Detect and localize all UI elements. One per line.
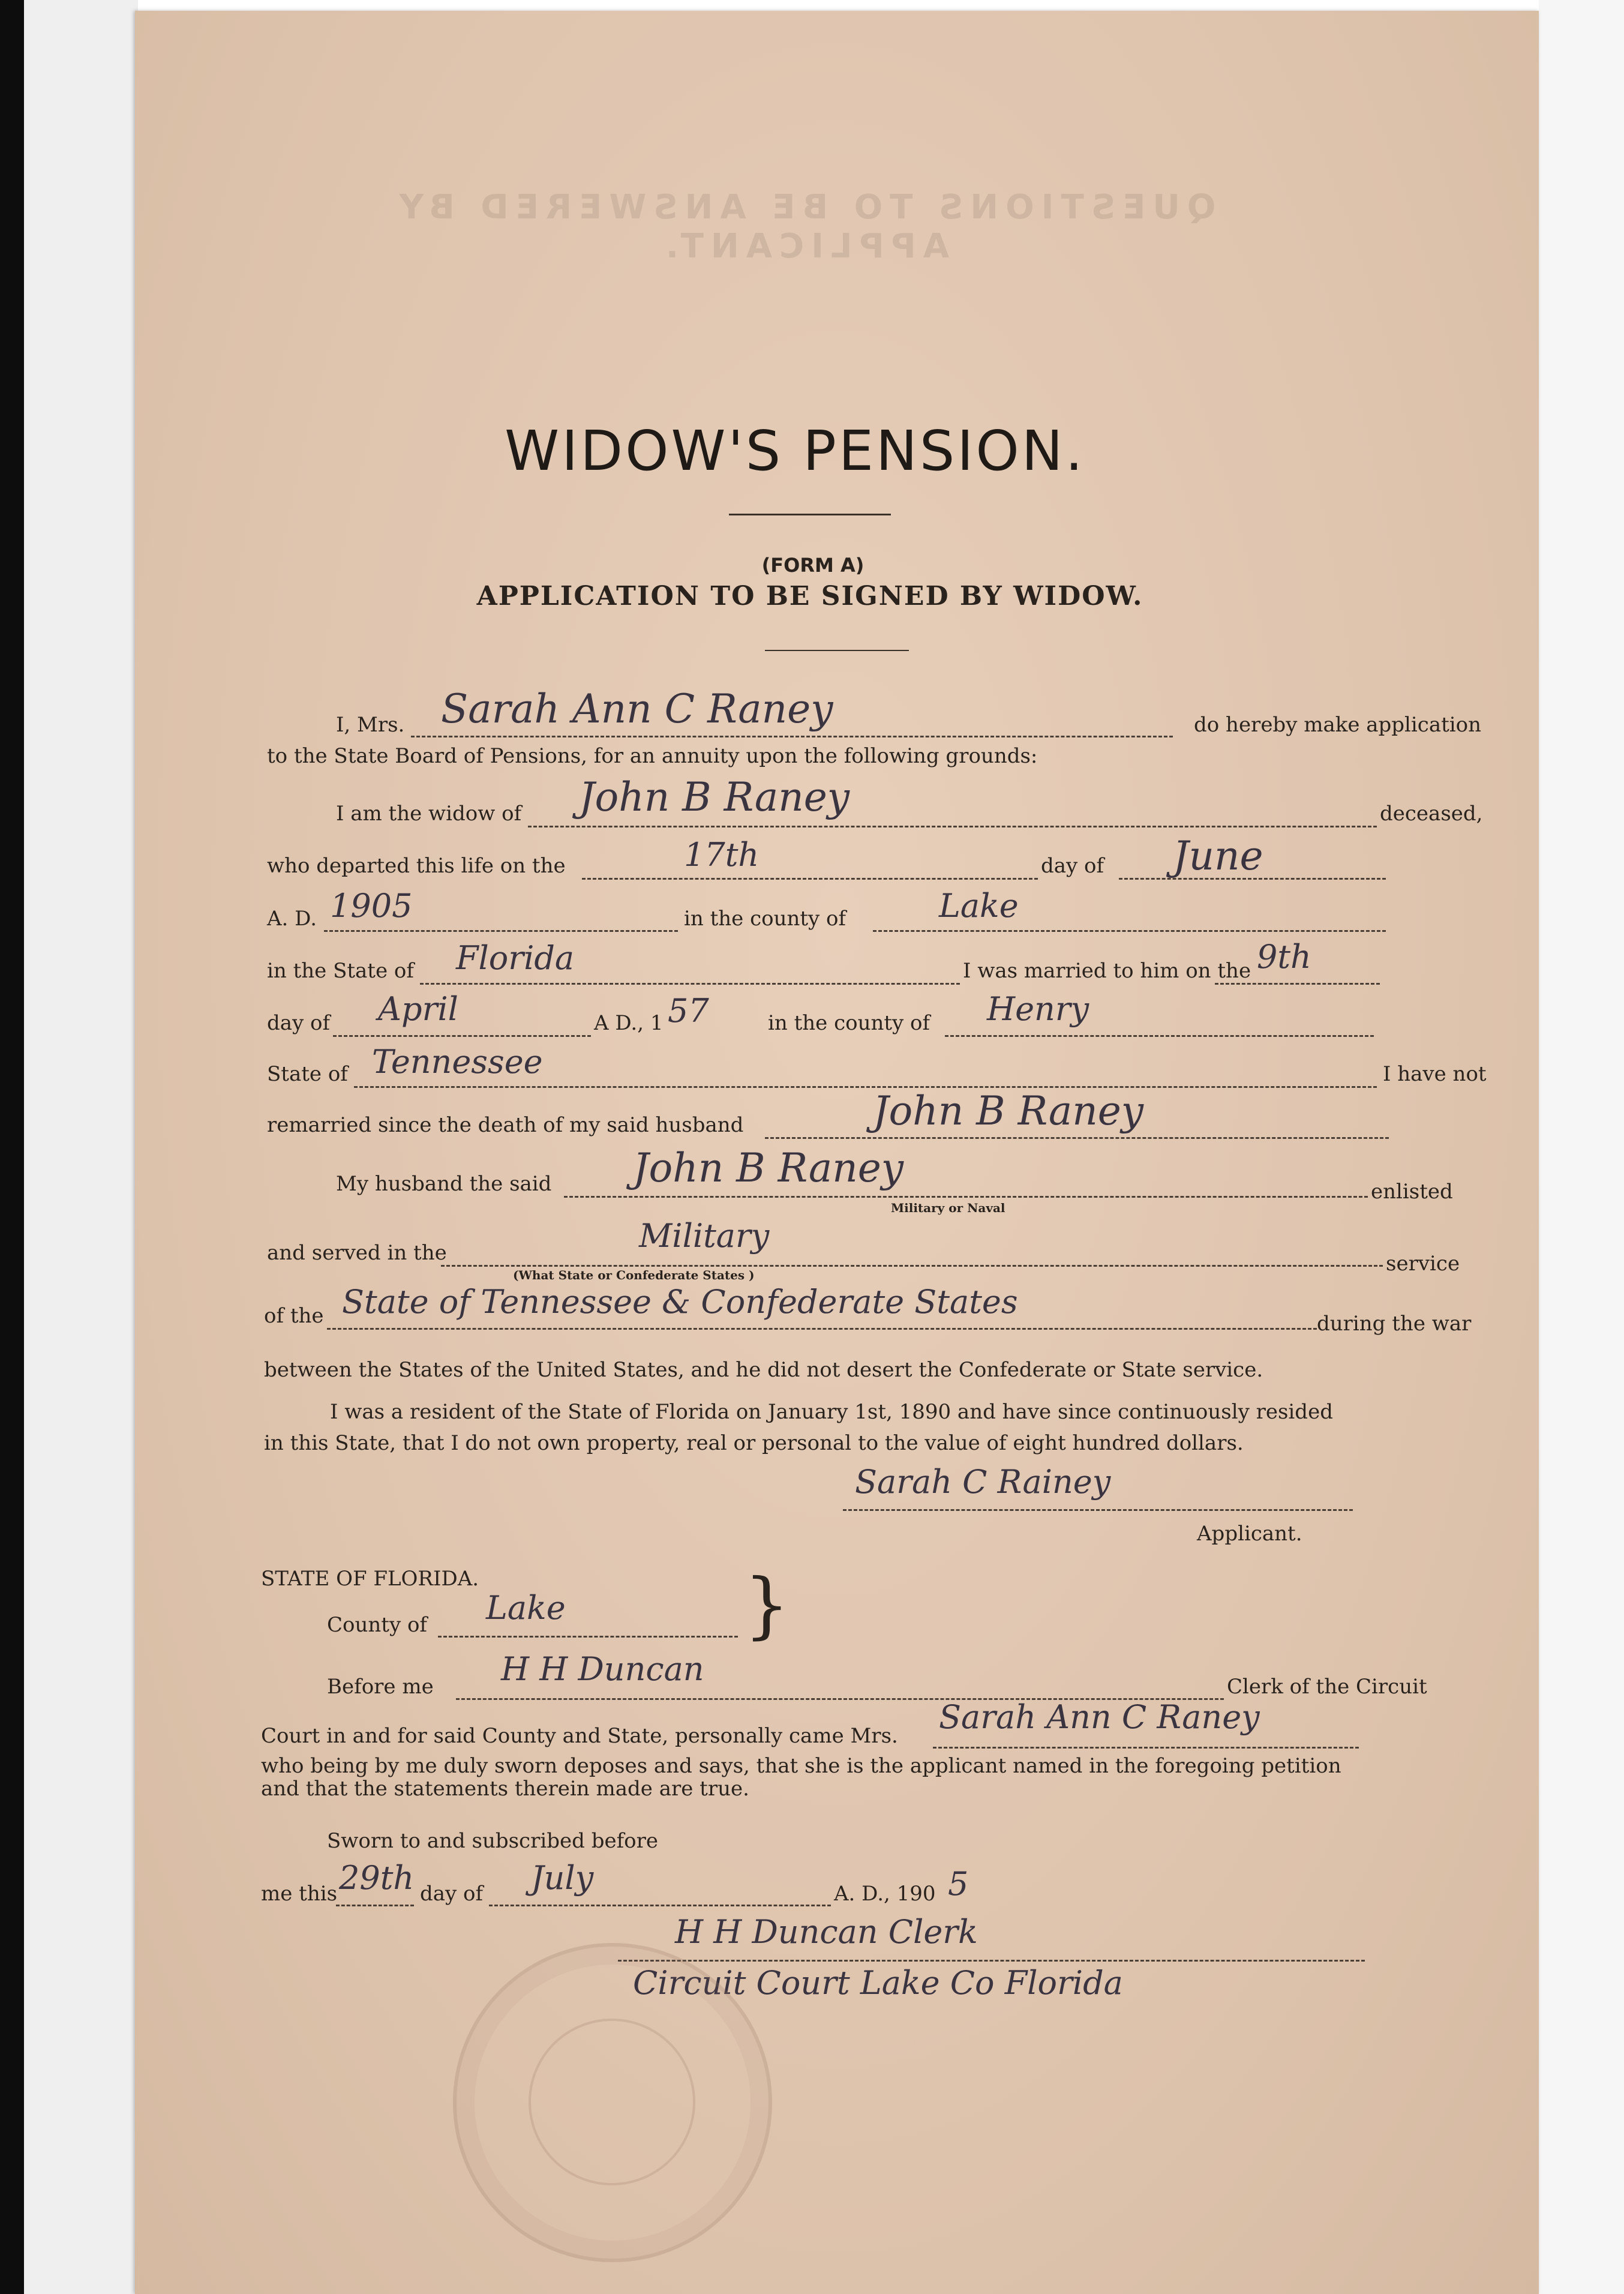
field-line-death-county	[873, 930, 1386, 932]
left-background	[24, 0, 138, 2294]
oath-month: July	[531, 1859, 594, 1897]
label-before-me: Before me	[327, 1675, 434, 1699]
text-resident-2: in this State, that I do not own property, real or personal to the value of eight hundred dollars.	[264, 1431, 1244, 1455]
marriage-day: 9th	[1257, 938, 1311, 976]
oath-day: 29th	[339, 1859, 415, 1897]
field-line-death-state	[420, 983, 960, 985]
label-county-of: County of	[327, 1613, 428, 1637]
field-line-oath-month	[489, 1905, 831, 1906]
label-ad-3: A. D., 190	[834, 1882, 936, 1906]
label-service: service	[1386, 1252, 1460, 1276]
scanner-edge	[0, 0, 24, 2294]
label-of-the: of the	[264, 1304, 324, 1328]
husband-name: John B Raney	[579, 774, 850, 820]
label-state-of-florida: STATE OF FLORIDA.	[261, 1567, 479, 1591]
form-subtitle: APPLICATION TO BE SIGNED BY WIDOW.	[476, 581, 1143, 611]
marriage-month: April	[378, 990, 458, 1028]
field-line-death-year	[324, 930, 678, 932]
husband-name-2: John B Raney	[873, 1088, 1144, 1134]
field-line-service-of	[327, 1328, 1317, 1330]
text-and-that: and that the statements therein made are true.	[261, 1777, 749, 1801]
label-in-county-of-2: in the county of	[768, 1011, 930, 1035]
label-state-of: State of	[267, 1062, 348, 1086]
label-departed: who departed this life on the	[267, 854, 566, 878]
oath-year: 5	[948, 1865, 969, 1903]
label-in-county-of: in the county of	[684, 907, 846, 931]
clerk-name: H H Duncan	[501, 1650, 704, 1688]
field-line-marriage-month	[333, 1035, 591, 1037]
husband-name-3: John B Raney	[633, 1145, 904, 1191]
right-background	[1539, 0, 1624, 2294]
label-state-board: to the State Board of Pensions, for an annuity upon the following grounds:	[267, 744, 1038, 768]
pension-document	[135, 11, 1539, 2294]
label-day-of: day of	[1041, 854, 1104, 878]
field-line-applicant	[411, 736, 1173, 737]
field-line-oath-county	[438, 1636, 738, 1638]
subtitle-rule	[765, 650, 909, 651]
label-during-war: during the war	[1317, 1312, 1472, 1336]
field-line-husband	[528, 826, 1377, 827]
label-day-of-3: day of	[420, 1882, 484, 1906]
brace: }	[744, 1564, 790, 1647]
oath-county: Lake	[486, 1589, 566, 1627]
label-widow-of: I am the widow of	[336, 802, 522, 826]
label-me-this: me this	[261, 1882, 338, 1906]
field-line-marriage-county	[945, 1035, 1374, 1037]
applicant-signature: Sarah C Rainey	[855, 1463, 1111, 1501]
text-between-states: between the States of the United States, and he did not desert the Confederate or State service.	[264, 1358, 1263, 1382]
document-title: WIDOW'S PENSION.	[505, 419, 1085, 483]
label-i-mrs: I, Mrs.	[336, 713, 405, 737]
text-who-being: who being by me duly sworn deposes and says, that she is the applicant named in the foregoing petition	[261, 1754, 1341, 1778]
label-i-have-not: I have not	[1383, 1062, 1487, 1086]
death-day: 17th	[684, 836, 760, 874]
label-court-in: Court in and for said County and State, personally came Mrs.	[261, 1724, 898, 1748]
court-seal-center	[529, 2019, 695, 2185]
label-what-state: (What State or Confederate States )	[513, 1268, 755, 1282]
oath-applicant: Sarah Ann C Raney	[939, 1698, 1260, 1736]
field-line-oath-applicant	[933, 1747, 1359, 1749]
field-line-oath-day	[336, 1905, 414, 1906]
label-sworn: Sworn to and subscribed before	[327, 1829, 659, 1853]
clerk-signature: H H Duncan Clerk	[675, 1913, 978, 1951]
label-do-hereby: do hereby make application	[1194, 713, 1482, 737]
marriage-county: Henry	[987, 990, 1089, 1028]
label-applicant: Applicant.	[1197, 1522, 1302, 1546]
clerk-title: Circuit Court Lake Co Florida	[633, 1964, 1123, 2002]
label-in-state-of: in the State of	[267, 959, 414, 983]
label-married: I was married to him on the	[963, 959, 1251, 983]
field-line-marriage-state	[354, 1086, 1377, 1088]
label-military-or-naval: Military or Naval	[891, 1201, 1005, 1215]
text-resident-1: I was a resident of the State of Florida on January 1st, 1890 and have since continuously resided	[330, 1400, 1333, 1424]
death-month: June	[1173, 833, 1263, 879]
field-line-husband-3	[564, 1196, 1368, 1198]
marriage-state: Tennessee	[372, 1043, 543, 1081]
signature-line	[843, 1509, 1353, 1511]
field-line-marriage-day	[1215, 983, 1380, 985]
bleed-through-text: QUESTIONS TO BE ANSWERED BY APPLICANT.	[392, 188, 1216, 266]
field-line-death-day	[582, 878, 1038, 880]
label-remarried: remarried since the death of my said husband	[267, 1113, 744, 1137]
clerk-signature-line	[618, 1960, 1365, 1962]
form-label: (FORM A)	[761, 554, 864, 577]
label-ad: A. D.	[267, 907, 317, 931]
death-state: Florida	[456, 939, 575, 977]
applicant-name: Sarah Ann C Raney	[441, 686, 833, 732]
service-of: State of Tennessee & Confederate States	[342, 1283, 1018, 1321]
label-day-of-2: day of	[267, 1011, 331, 1035]
court-seal-embossed	[453, 1943, 772, 2262]
marriage-year: 57	[668, 992, 709, 1030]
label-ad-2: A D., 1	[594, 1011, 664, 1035]
label-served-in: and served in the	[267, 1241, 447, 1265]
service-type: Military	[639, 1217, 770, 1255]
field-line-service-type	[441, 1265, 1383, 1267]
label-enlisted: enlisted	[1371, 1180, 1453, 1204]
label-my-husband: My husband the said	[336, 1172, 552, 1196]
field-line-husband-2	[765, 1137, 1389, 1139]
label-clerk-of: Clerk of the Circuit	[1227, 1675, 1427, 1699]
death-county: Lake	[939, 887, 1019, 925]
label-deceased: deceased,	[1380, 802, 1483, 826]
death-year: 1905	[330, 887, 413, 925]
title-rule	[729, 514, 891, 515]
